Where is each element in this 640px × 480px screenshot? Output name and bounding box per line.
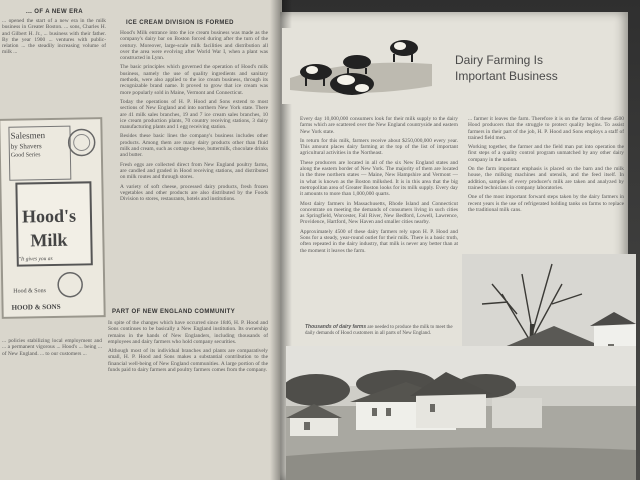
ad-line-1: Salesmen — [10, 130, 46, 141]
ice-cream-heading: ICE CREAM DIVISION IS FORMED — [126, 20, 234, 26]
cows-illustration — [282, 28, 442, 104]
dairy-farming-title: Dairy Farming Is Important Business — [455, 53, 558, 83]
left-column-a-bottom: ... policies stabilizing local employment and ... a permanent vigorous ... Hood's ... being ... of New England. ... to our customers ... — [2, 338, 102, 357]
ad-brand: Hood's — [21, 205, 77, 227]
right-column-1: Every day 10,000,000 consumers look for their milk supply to the dairy farms which are scattered over the New England countryside and eastern New York state. In return for this milk, farmers receive about $250,000,000 every year. This amount places dairy farming at the top of the list of important agricultural activities in the Northeast. These producers are located in all of the six New England states and along the eastern border of New York. The majority of them are located in the three northern states — Maine, New Hampshire and Vermont — in what is known as the Boston milkshed. It is in this area that the big metropolitan area of Greater Boston looks for its milk supply. Every day it amounts to more than 1,000,000 quarts. Most dairy farmers in Massachusetts, Rhode Island and Connecticut concentrate on meeting the demands of consumers living in such cities as Springfield, Worcester, Fall River, New Bedford, Lowell, Lawrence, Providence, Hartford, New Haven and smaller cities nearby. Approximately 4500 of these dairy farmers rely upon H. P. Hood and Sons for a steady, year-round outlet for their milk. There is a basic truth, often repeated in the dairy industry, that milk is never any better than at the moment it leaves the farm. — [300, 116, 458, 254]
left-top-heading: ... OF A NEW ERA — [26, 9, 83, 15]
ice-cream-text: Hood's Milk entrance into the ice cream business was made as the company's dairy bar on Boston forced during after the turn of the century. Moreover, large-scale milk facilities and distribution all over the area were evolving after World War I, when a plant was constructed in Lynn. The basic principles which governed the operation of Hood's milk business, namely the use of quality ingredients and sanitary methods, were also applied to the ice cream business, through its recognizable brand name. It proved to grow that ice cream was more popularly sold in Maine, Vermont and Connecticut. Today the operations of H. P. Hood and Sons extend to most sections of New England and into northern New York state. There are 41 milk sales branches, 19 and 7 ice cream sales branches, 10 ice cream production plants, 70 country receiving stations, 3 dairy manufacturing plants and 1 egg receiving station. Besides these basic lines the company's business includes other products. Among them are many dairy products other than fluid milk and cream, such as cottage cheese, buttermilk, chocolate drinks and butter. Fresh eggs are collected direct from New England poultry farms, are candled and graded in Hood receiving stations, and distributed on milk routes and through stores. A variety of soft cheese, processed dairy products, fresh frozen vegetables and other products are also distributed by the Foods Division to stores, restaurants, hotels and institutions. — [120, 30, 268, 203]
ad-signature: Hood & Sons — [13, 288, 46, 295]
left-column-a-top: ... opened the start of a new era in the milk business in Greater Boston. ... sons, Charles H. and Gilbert H. Jr., ... business with their father. By the year 1900 ... ventures with public-relation ... the steadily increasing volume of milk ... — [2, 18, 106, 56]
part-of-community-heading: PART OF NEW ENGLAND COMMUNITY — [112, 309, 236, 315]
ad-line-2: by Shavers — [10, 142, 42, 151]
community-text: In spite of the changes which have occurred since 1846, H. P. Hood and Sons continues to be basically a New England institution. Its ownership remains in the hands of New Englanders, including thousands of employees and dairy farmers who hold company securities. Although most of its individual branches and plants are comparatively small, H. P. Hood and Sons makes a substantial contribution to the financial well-being of New England communities. A large portion of the funds paid to dairy farmers and poultry farmers comes from the company. — [108, 320, 268, 374]
farm-buildings-photo — [286, 346, 636, 480]
ad-tagline: "It gives you as — [18, 255, 53, 263]
photo-caption: Thousands of dairy farms are needed to produce the milk to meet the daily demands of Hood customers in all parts of New England. — [305, 324, 453, 336]
right-column-2: ... farmer it leaves the farm. Therefore it is on the farms of these 4500 Hood producers that the struggle to protect quality begins. To assist farmers in their part of the job, H. P. Hood and Sons employs a staff of trained field men. Working together, the farmer and the field man put into operation the first steps of a quality control program unmatched by any other dairy company in the nation. On the farm important emphasis is placed on the barn and the milk house, the milking machines and utensils, and the feed itself. In addition, samples of every producer's milk are taken and analyzed by trained technicians in company laboratories. One of the most important forward steps taken by the dairy farmers in recent years is the use of refrigerated holding tanks on farms to replace the traditional milk cans. — [468, 116, 624, 213]
ad-seal-2-icon — [55, 269, 86, 300]
hoods-milk-advertisement — [0, 117, 106, 319]
ad-milk-word: Milk — [30, 229, 68, 251]
ad-footer: HOOD & SONS — [11, 302, 61, 312]
ad-seal-icon — [66, 127, 97, 158]
ad-line-3: Good Series — [10, 152, 41, 159]
